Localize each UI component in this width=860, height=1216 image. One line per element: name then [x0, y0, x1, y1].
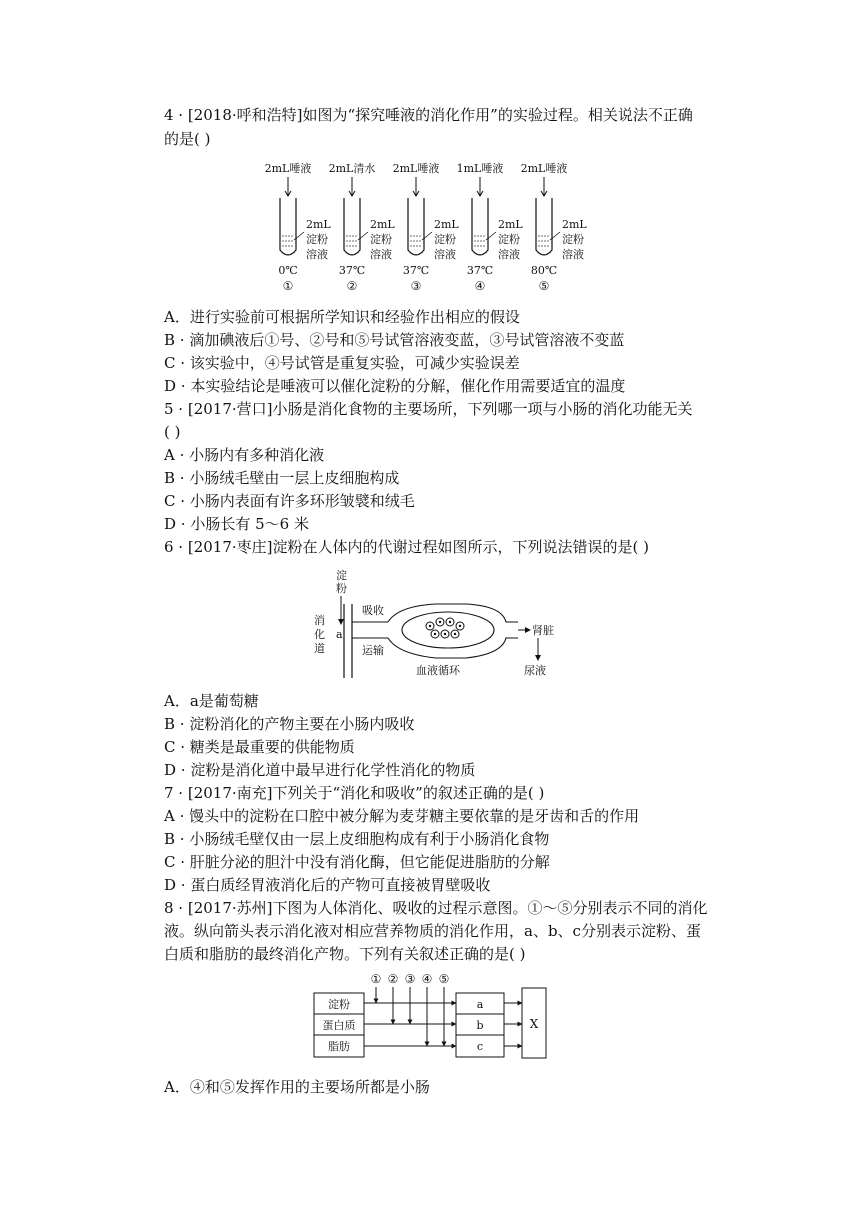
- q4-tube-2-number: ②: [346, 279, 358, 293]
- q4-tube-4-reagent: 1mL唾液: [456, 162, 504, 175]
- q6-tract-label-2: 化: [314, 628, 325, 641]
- q4-option-d: D · 本实验结论是唾液可以催化淀粉的分解，催化作用需要适宜的温度: [164, 377, 626, 395]
- q6-starch-label-1: 淀: [336, 569, 347, 582]
- q4-tube-1-solution-2: 淀粉: [306, 233, 328, 246]
- q8-juice-3-label: ③: [404, 972, 416, 986]
- q8-x-label: X: [529, 1017, 539, 1031]
- q6-option-a: A．a是葡萄糖: [164, 692, 259, 710]
- q4-tube-2-solution-1: 2mL: [370, 218, 395, 231]
- q6-transport-label: 运输: [362, 644, 384, 657]
- q4-tube-2-temperature: 37℃: [338, 264, 366, 277]
- q7-option-c: C · 肝脏分泌的胆汁中没有消化酶，但它能促进脂肪的分解: [164, 853, 550, 871]
- q7-option-b: B · 小肠绒毛壁仅由一层上皮细胞构成有利于小肠消化食物: [164, 830, 550, 848]
- q6-a-label: a: [336, 628, 343, 641]
- q6-starch-label-2: 粉: [336, 582, 347, 595]
- q6-circulation-label: 血液循环: [416, 664, 460, 677]
- q7-stem-line1: 7 · [2017·南充]下列关于“消化和吸收”的叙述正确的是( ): [164, 784, 545, 802]
- q4-tube-2-solution-3: 溶液: [370, 248, 392, 261]
- q4-tube-5-solution-3: 溶液: [562, 248, 584, 261]
- q5-option-b: B · 小肠绒毛壁由一层上皮细胞构成: [164, 469, 400, 487]
- q4-tube-2-solution-2: 淀粉: [370, 233, 392, 246]
- q4-tube-1-solution-3: 溶液: [306, 248, 328, 261]
- q8-nutrient-fat: 脂肪: [328, 1040, 350, 1053]
- q5-stem-line1: 5 · [2017·营口]小肠是消化食物的主要场所，下列哪一项与小肠的消化功能无关: [164, 400, 693, 418]
- q8-digestion-flow-figure: [310, 970, 550, 1060]
- q6-tract-label-1: 消: [314, 614, 325, 627]
- q6-starch-metabolism-figure: [306, 566, 566, 680]
- q4-tube-5-reagent: 2mL唾液: [520, 162, 568, 175]
- q4-test-tube-figure: [262, 160, 592, 296]
- q4-tube-5: [536, 198, 552, 255]
- q6-stem-line1: 6 · [2017·枣庄]淀粉在人体内的代谢过程如图所示，下列说法错误的是( ): [164, 538, 649, 556]
- q8-stem-line1: 8 · [2017·苏州]下图为人体消化、吸收的过程示意图。①～⑤分别表示不同的消化: [164, 899, 708, 917]
- q5-option-c: C · 小肠内表面有许多环形皱襞和绒毛: [164, 492, 415, 510]
- q4-tube-3-solution-1: 2mL: [434, 218, 459, 231]
- q4-tube-3-number: ③: [410, 279, 422, 293]
- q8-nutrient-starch: 淀粉: [328, 998, 350, 1011]
- q4-tube-5-temperature: 80℃: [530, 264, 558, 277]
- q4-tube-4-solution-3: 溶液: [498, 248, 520, 261]
- q8-juice-2-label: ②: [387, 972, 399, 986]
- q6-urine-label: 尿液: [524, 664, 546, 677]
- q6-kidney-label: 肾脏: [532, 624, 554, 637]
- q7-option-a: A · 馒头中的淀粉在口腔中被分解为麦芽糖主要依靠的是牙齿和舌的作用: [164, 807, 640, 825]
- q4-tube-3-reagent: 2mL唾液: [392, 162, 440, 175]
- q4-stem-line1: 4 · [2018·呼和浩特]如图为“探究唾液的消化作用”的实验过程。相关说法不正确: [164, 106, 693, 124]
- q4-tube-4-solution-2: 淀粉: [498, 233, 520, 246]
- q4-tube-1: [280, 198, 296, 255]
- q6-option-d: D · 淀粉是消化道中最早进行化学性消化的物质: [164, 761, 476, 779]
- q8-product-b: b: [476, 1019, 484, 1032]
- q4-tube-1-number: ①: [282, 279, 294, 293]
- q8-juice-1-label: ①: [370, 972, 382, 986]
- q5-stem-line2: ( ): [164, 423, 181, 441]
- q8-nutrient-protein: 蛋白质: [322, 1019, 356, 1032]
- q4-tube-4-number: ④: [474, 279, 486, 293]
- q4-tube-4-temperature: 37℃: [466, 264, 494, 277]
- q4-tube-5-solution-2: 淀粉: [562, 233, 584, 246]
- q8-juice-5-label: ⑤: [438, 972, 450, 986]
- q4-tube-5-number: ⑤: [538, 279, 550, 293]
- q6-blood-cells: [426, 618, 464, 638]
- q5-option-d: D · 小肠长有 5～6 米: [164, 515, 309, 533]
- q4-tube-3-solution-2: 淀粉: [434, 233, 456, 246]
- q6-option-b: B · 淀粉消化的产物主要在小肠内吸收: [164, 715, 415, 733]
- q4-tube-2: [344, 198, 360, 255]
- q4-tube-3-solution-3: 溶液: [434, 248, 456, 261]
- q4-stem-line2: 的是( ): [164, 130, 211, 148]
- q8-option-a: A．④和⑤发挥作用的主要场所都是小肠: [164, 1078, 430, 1096]
- q8-stem-line2: 液。纵向箭头表示消化液对相应营养物质的消化作用，a、b、c分别表示淀粉、蛋: [164, 922, 701, 940]
- q4-option-c: C · 该实验中，④号试管是重复实验，可减少实验误差: [164, 354, 520, 372]
- q4-tube-4-solution-1: 2mL: [498, 218, 523, 231]
- q4-tube-5-solution-1: 2mL: [562, 218, 587, 231]
- q6-tract-label-3: 道: [314, 642, 325, 655]
- q8-product-a: a: [476, 998, 484, 1011]
- q4-option-b: B · 滴加碘液后①号、②号和⑤号试管溶液变蓝，③号试管溶液不变蓝: [164, 331, 625, 349]
- q8-product-c: c: [476, 1040, 484, 1053]
- q7-option-d: D · 蛋白质经胃液消化后的产物可直接被胃壁吸收: [164, 876, 491, 894]
- q5-option-a: A · 小肠内有多种消化液: [164, 446, 325, 464]
- q8-stem-line3: 白质和脂肪的最终消化产物。下列有关叙述正确的是( ): [164, 945, 526, 963]
- q4-tube-1-temperature: 0℃: [278, 264, 298, 277]
- q4-tube-4: [472, 198, 488, 255]
- q4-tube-3-temperature: 37℃: [402, 264, 430, 277]
- q4-tube-1-reagent: 2mL唾液: [264, 162, 312, 175]
- q4-tube-1-solution-1: 2mL: [306, 218, 331, 231]
- q4-tube-2-reagent: 2mL清水: [328, 162, 376, 175]
- q6-option-c: C · 糖类是最重要的供能物质: [164, 738, 355, 756]
- q6-absorb-label: 吸收: [362, 604, 384, 617]
- q4-tube-3: [408, 198, 424, 255]
- q8-juice-4-label: ④: [421, 972, 433, 986]
- q4-option-a: A．进行实验前可根据所学知识和经验作出相应的假设: [164, 308, 520, 326]
